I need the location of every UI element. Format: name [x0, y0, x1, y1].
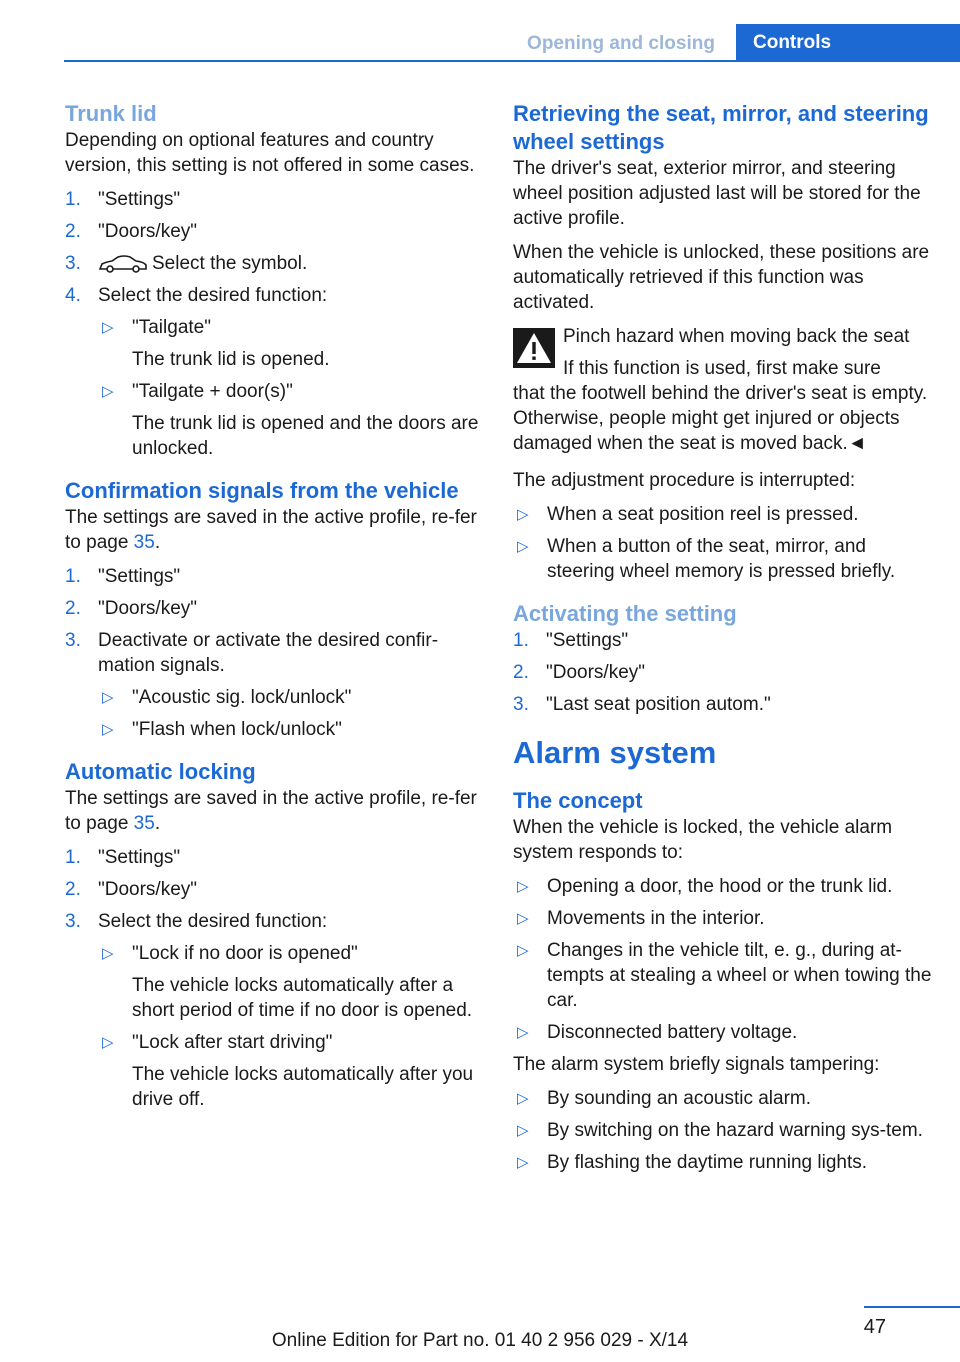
- alarm-title: Alarm system: [513, 735, 717, 770]
- alarm-responds-list: [513, 874, 933, 1045]
- right-column: [513, 100, 933, 1191]
- triangle-bullet-icon: ▷: [102, 1034, 114, 1051]
- list-item: 1. "Settings": [65, 566, 181, 587]
- autolock-intro: The settings are saved in the active profile, re‐fer to page 35.: [65, 788, 477, 834]
- list-item: ▷ Changes in the vehicle tilt, e. g., during at‐tempts at stealing a wheel or when towing the car.: [517, 940, 932, 1011]
- triangle-bullet-icon: ▷: [102, 383, 114, 400]
- list-item: 3. Select the desired function: ▷ "Lock if no door is opened" The vehicle locks automatically after a short period of time if no door is opened. ▷ "Lock after start driving" The vehicle locks automatically after you drive off.: [65, 909, 480, 1112]
- autolock-options: [98, 941, 480, 1112]
- section-confirmation-signals: [65, 477, 480, 742]
- header-rule: [64, 60, 960, 62]
- retrieve-title: Retrieving the seat, mirror, and steering wheel settings: [513, 101, 929, 154]
- concept-title: The concept: [513, 788, 643, 813]
- list-item: ▷ When a seat position reel is pressed.: [517, 504, 859, 525]
- pinch-hazard-warning: [513, 324, 933, 456]
- warning-triangle-icon: [513, 328, 555, 368]
- alarm-intro: When the vehicle is locked, the vehicle alarm system responds to:: [513, 817, 893, 863]
- trunk-lid-title: Trunk lid: [65, 101, 157, 126]
- list-item: 1. "Settings": [65, 189, 181, 210]
- confirmation-options: [98, 685, 480, 742]
- triangle-bullet-icon: ▷: [102, 689, 114, 706]
- list-item: 4. Select the desired function: ▷ "Tailgate" The trunk lid is opened. ▷ "Tailgate + door(s)" The trunk lid is opened and the doors are unlocked.: [65, 285, 479, 459]
- list-item: 2. "Doors/key": [65, 221, 198, 242]
- list-item: ▷ By flashing the daytime running lights.: [517, 1152, 868, 1173]
- header-section: Opening and closing: [527, 33, 715, 54]
- section-activate-setting: [513, 600, 933, 717]
- list-item: 1. "Settings": [65, 847, 181, 868]
- list-item: 2. "Doors/key": [65, 598, 198, 619]
- list-item: ▷ Disconnected battery voltage.: [517, 1022, 798, 1043]
- section-trunk-lid: [65, 100, 480, 461]
- footer-edition: Online Edition for Part no. 01 40 2 956 029 - X/14: [271, 1330, 689, 1351]
- activate-title: Activating the setting: [513, 601, 737, 626]
- list-item: ▷ Opening a door, the hood or the trunk lid.: [517, 876, 893, 897]
- list-item: 3. Select the symbol.: [65, 253, 308, 274]
- section-automatic-locking: [65, 758, 480, 1112]
- car-symbol-icon: [98, 254, 148, 274]
- triangle-bullet-icon: ▷: [517, 1154, 529, 1171]
- triangle-bullet-icon: ▷: [102, 721, 114, 738]
- retrieve-p1: The driver's seat, exterior mirror, and steering wheel position adjusted last will be stored for the active profile.: [513, 158, 921, 229]
- retrieve-p3: The adjustment procedure is interrupted:: [513, 470, 856, 491]
- interrupt-list: [513, 502, 933, 584]
- confirmation-title: Confirmation signals from the vehicle: [65, 478, 459, 503]
- footer-rule: [864, 1306, 960, 1308]
- autolock-steps: [65, 845, 480, 1112]
- triangle-bullet-icon: ▷: [517, 1090, 529, 1107]
- trunk-lid-steps: [65, 187, 480, 461]
- list-item: ▷ "Tailgate + door(s)" The trunk lid is opened and the doors are unlocked.: [102, 381, 479, 459]
- list-item: ▷ "Lock after start driving" The vehicle locks automatically after you drive off.: [102, 1032, 474, 1110]
- trunk-lid-options: [98, 315, 480, 461]
- activate-steps: [513, 628, 933, 717]
- page-link[interactable]: 35: [133, 813, 155, 834]
- alarm-signals-intro: The alarm system briefly signals tampering:: [513, 1054, 880, 1075]
- list-item: ▷ By sounding an acoustic alarm.: [517, 1088, 812, 1109]
- confirmation-intro: The settings are saved in the active profile, re‐fer to page 35.: [65, 507, 477, 553]
- page-link[interactable]: 35: [133, 532, 155, 553]
- triangle-bullet-icon: ▷: [517, 538, 529, 555]
- triangle-bullet-icon: ▷: [102, 319, 114, 336]
- section-retrieve-settings: [513, 100, 933, 584]
- list-item: ▷ "Flash when lock/unlock": [102, 719, 342, 740]
- retrieve-p2: When the vehicle is unlocked, these positions are automatically retrieved if this function was activated.: [513, 242, 930, 313]
- section-alarm-system: [513, 735, 933, 1175]
- header-tab-controls: Controls: [736, 24, 960, 62]
- autolock-title: Automatic locking: [65, 759, 256, 784]
- triangle-bullet-icon: ▷: [517, 506, 529, 523]
- warning-title: Pinch hazard when moving back the seat: [563, 326, 910, 347]
- triangle-bullet-icon: ▷: [102, 945, 114, 962]
- trunk-lid-intro: Depending on optional features and country version, this setting is not offered in some cases.: [65, 130, 475, 176]
- list-item: ▷ By switching on the hazard warning sys‐tem.: [517, 1120, 923, 1141]
- list-item: 3. "Last seat position autom.": [513, 694, 771, 715]
- confirmation-steps: [65, 564, 480, 742]
- list-item: ▷ "Acoustic sig. lock/unlock": [102, 687, 352, 708]
- page-number: 47: [863, 1316, 886, 1338]
- list-item: ▷ Movements in the interior.: [517, 908, 765, 929]
- triangle-bullet-icon: ▷: [517, 910, 529, 927]
- list-item: ▷ "Tailgate" The trunk lid is opened.: [102, 317, 330, 370]
- left-column: [65, 100, 480, 1128]
- warning-rest: that the footwell behind the driver's seat is empty. Otherwise, people might get injured or objects damaged when the seat is moved back.◄: [513, 383, 928, 454]
- triangle-bullet-icon: ▷: [517, 1024, 529, 1041]
- list-item: 2. "Doors/key": [65, 879, 198, 900]
- triangle-bullet-icon: ▷: [517, 1122, 529, 1139]
- list-item: 1. "Settings": [513, 630, 629, 651]
- triangle-bullet-icon: ▷: [517, 942, 529, 959]
- alarm-signals-list: [513, 1086, 933, 1175]
- list-item: ▷ When a button of the seat, mirror, and steering wheel memory is pressed briefly.: [517, 536, 896, 582]
- list-item: 2. "Doors/key": [513, 662, 646, 683]
- list-item: 3. Deactivate or activate the desired confir‐mation signals. ▷ "Acoustic sig. lock/unlock" ▷ "Flash when lock/unlock": [65, 628, 480, 742]
- list-item: ▷ "Lock if no door is opened" The vehicle locks automatically after a short period of time if no door is opened.: [102, 943, 473, 1021]
- triangle-bullet-icon: ▷: [517, 878, 529, 895]
- warning-line: If this function is used, first make sure: [563, 358, 881, 379]
